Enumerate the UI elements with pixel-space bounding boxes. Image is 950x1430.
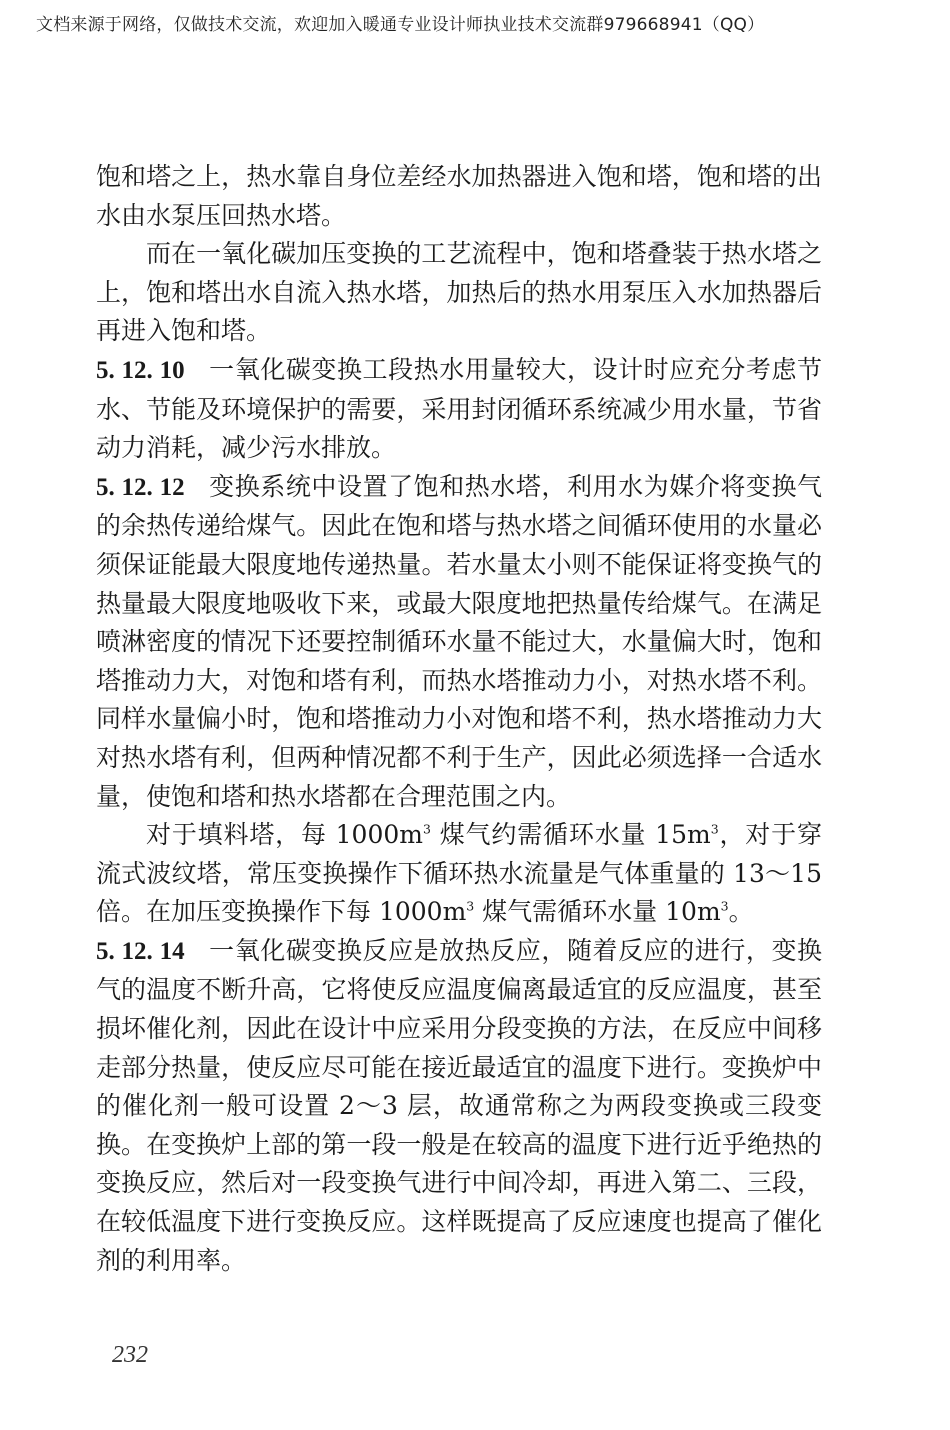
superscript: 3 xyxy=(466,898,475,914)
superscript: 3 xyxy=(720,898,729,914)
clause-number: 5. 12. 14 xyxy=(96,937,185,965)
body-text xyxy=(96,158,822,1280)
clause-5-12-12 xyxy=(96,468,822,816)
superscript: 3 xyxy=(422,821,431,837)
text-segment: ，对于穿流式波纹塔，常压变换操作下循环热水流量是气体重量的 13～15 倍。在加压变换操作下每 1000m xyxy=(96,820,822,927)
page-number: 232 xyxy=(112,1342,148,1368)
text-segment: 。 xyxy=(728,897,754,927)
clause-number: 5. 12. 12 xyxy=(96,473,185,501)
paragraph-pressure-shift-process: 而在一氧化碳加压变换的工艺流程中，饱和塔叠装于热水塔之上，饱和塔出水自流入热水塔，加热后的热水用泵压入水加热器后再进入饱和塔。 xyxy=(96,239,822,346)
clause-5-12-10 xyxy=(96,351,822,468)
paragraph-continuation: 饱和塔之上，热水靠自身位差经水加热器进入饱和塔，饱和塔的出水由水泵压回热水塔。 xyxy=(96,162,822,230)
watermark-notice: 文档来源于网络，仅做技术交流，欢迎加入暖通专业设计师执业技术交流群979668941（QQ） xyxy=(36,15,765,35)
text-segment: 对于填料塔，每 1000m xyxy=(146,820,423,850)
clause-5-12-14 xyxy=(96,932,822,1280)
text-segment: 煤气约需循环水量 15m xyxy=(430,820,711,850)
clause-number: 5. 12. 10 xyxy=(96,356,185,384)
clause-text: 一氧化碳变换反应是放热反应，随着反应的进行，变换气的温度不断升高，它将使反应温度偏离最适宜的反应温度，甚至损坏催化剂，因此在设计中应采用分段变换的方法，在反应中间移走部分热量，使反应尽可能在接近最适宜的温度下进行。变换炉中的催化剂一般可设置 2～3 层，故通常称之为两段变换或三段变换。在变换炉上部的第一段一般是在较高的温度下进行近乎绝热的变换反应，然后对一段变换气进行中间冷却，再进入第二、三段，在较低温度下进行变换反应。这样既提高了反应速度也提高了催化剂的利用率。 xyxy=(96,935,822,1275)
text-segment: 煤气需循环水量 10m xyxy=(474,897,721,927)
superscript: 3 xyxy=(710,821,719,837)
clause-text: 一氧化碳变换工段热水用量较大，设计时应充分考虑节水、节能及环境保护的需要，采用封闭循环系统减少用水量，节省动力消耗，减少污水排放。 xyxy=(96,354,822,463)
paragraph-water-quantity xyxy=(96,816,822,932)
clause-text: 变换系统中设置了饱和热水塔，利用水为媒介将变换气的余热传递给煤气。因此在饱和塔与热水塔之间循环使用的水量必须保证能最大限度地传递热量。若水量太小则不能保证将变换气的热量最大限度地吸收下来，或最大限度地把热量传给煤气。在满足喷淋密度的情况下还要控制循环水量不能过大，水量偏大时，饱和塔推动力大，对饱和塔有利，而热水塔推动力小，对热水塔不利。同样水量偏小时，饱和塔推动力小对饱和塔不利，热水塔推动力大对热水塔有利，但两种情况都不利于生产，因此必须选择一合适水量，使饱和塔和热水塔都在合理范围之内。 xyxy=(96,471,822,811)
